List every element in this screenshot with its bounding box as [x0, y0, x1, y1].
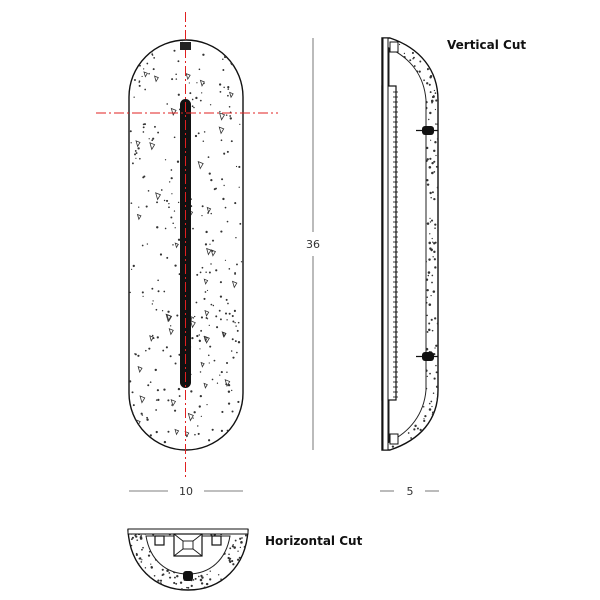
hcut-right-bracket — [212, 536, 221, 545]
depth-dimension — [380, 485, 439, 498]
wall-plate — [383, 38, 388, 450]
vertical-cut-label: Vertical Cut — [447, 38, 527, 52]
hcut-wall-plate — [128, 529, 248, 534]
top-clip — [390, 42, 398, 52]
width-dimension-label: 10 — [179, 485, 193, 498]
top-mount-point — [180, 42, 191, 50]
height-dimension — [306, 38, 320, 450]
bottom-clip — [390, 434, 398, 444]
width-dimension — [129, 485, 243, 498]
height-dimension-label: 36 — [306, 238, 320, 251]
side-view — [382, 38, 526, 450]
front-view — [96, 12, 278, 478]
horizontal-cut-view — [127, 529, 362, 591]
hcut-left-bracket — [155, 536, 164, 545]
horizontal-cut-label: Horizontal Cut — [265, 534, 363, 548]
depth-dimension-label: 5 — [406, 485, 414, 498]
hcut-screw — [183, 571, 193, 581]
